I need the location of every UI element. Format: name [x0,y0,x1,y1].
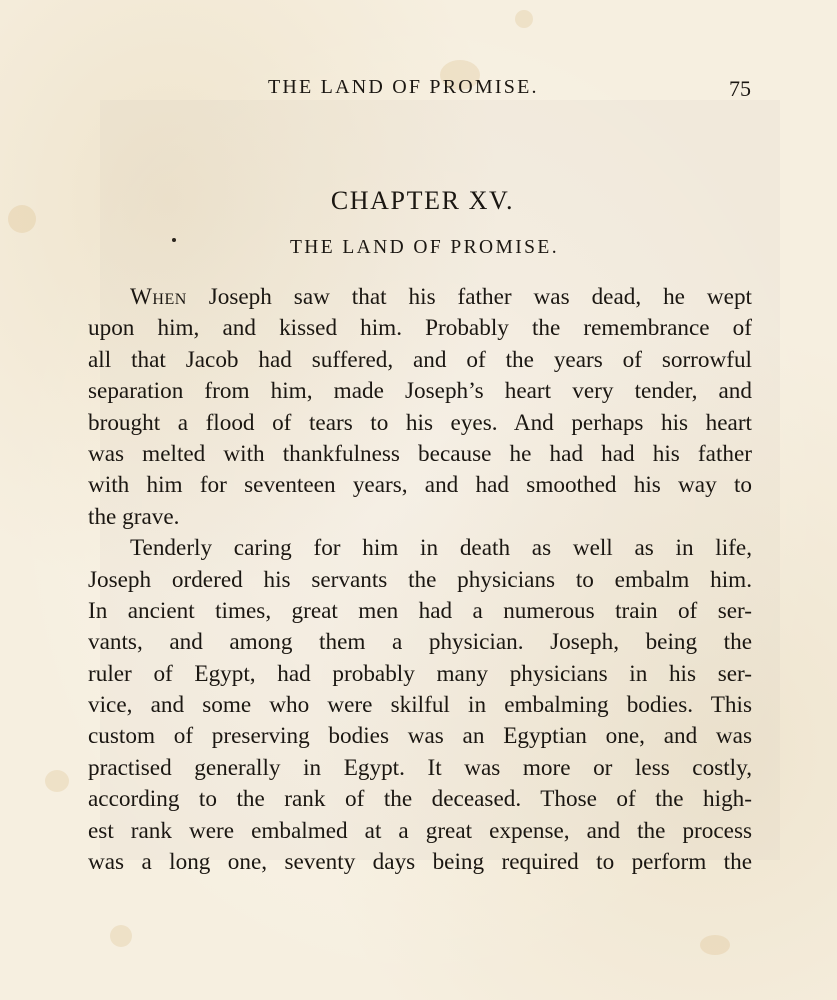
text-line: Tenderly caring for him in death as well as in life, [130,535,752,562]
running-header [0,76,837,104]
foxing-stain [45,770,69,792]
text-line: was a long one, seventy days being required to perform the [88,849,752,876]
text-line: ruler of Egypt, had probably many physicians in his ser- [88,660,752,687]
text-line: In ancient times, great men had a numerous train of ser- [88,597,752,624]
foxing-stain [110,925,132,947]
text-line: vice, and some who were skilful in embalming bodies. This [88,692,752,719]
text-line [88,282,752,313]
foxing-stain [700,935,730,955]
text-line: custom of preserving bodies was an Egyptian one, and was [88,723,752,750]
text-line: vants, and among them a physician. Joseph, being the [88,629,752,656]
chapter-title: CHAPTER XV. [330,186,515,215]
text-line: est rank were embalmed at a great expense, and the process [88,817,752,844]
chapter-subtitle: THE LAND OF PROMISE. [289,237,559,258]
text-line: according to the rank of the deceased. Those of the high- [88,786,752,813]
text-line: all that Jacob had suffered, and of the years of sorrowful [88,346,752,373]
line-text: Joseph saw that his father was dead, he wept [186,284,752,310]
drop-word: When [130,284,187,310]
text-line: Joseph ordered his servants the physicians to embalm him. [88,566,752,593]
text-line: was melted with thankfulness because he had had his father [88,440,752,467]
foxing-stain [515,10,533,28]
text-line: separation from him, made Joseph’s heart very tender, and [88,378,752,405]
running-head: THE LAND OF PROMISE. [268,76,539,98]
page-number: 75 [729,76,751,101]
text-line: upon him, and kissed him. Probably the remembrance of [88,315,752,342]
text-line: the grave. [88,503,180,530]
text-line: with him for seventeen years, and had smoothed his way to [88,472,752,499]
text-line: brought a flood of tears to his eyes. And perhaps his heart [88,409,752,436]
body-text [88,282,752,878]
text-line: practised generally in Egypt. It was more or less costly, [88,754,752,781]
